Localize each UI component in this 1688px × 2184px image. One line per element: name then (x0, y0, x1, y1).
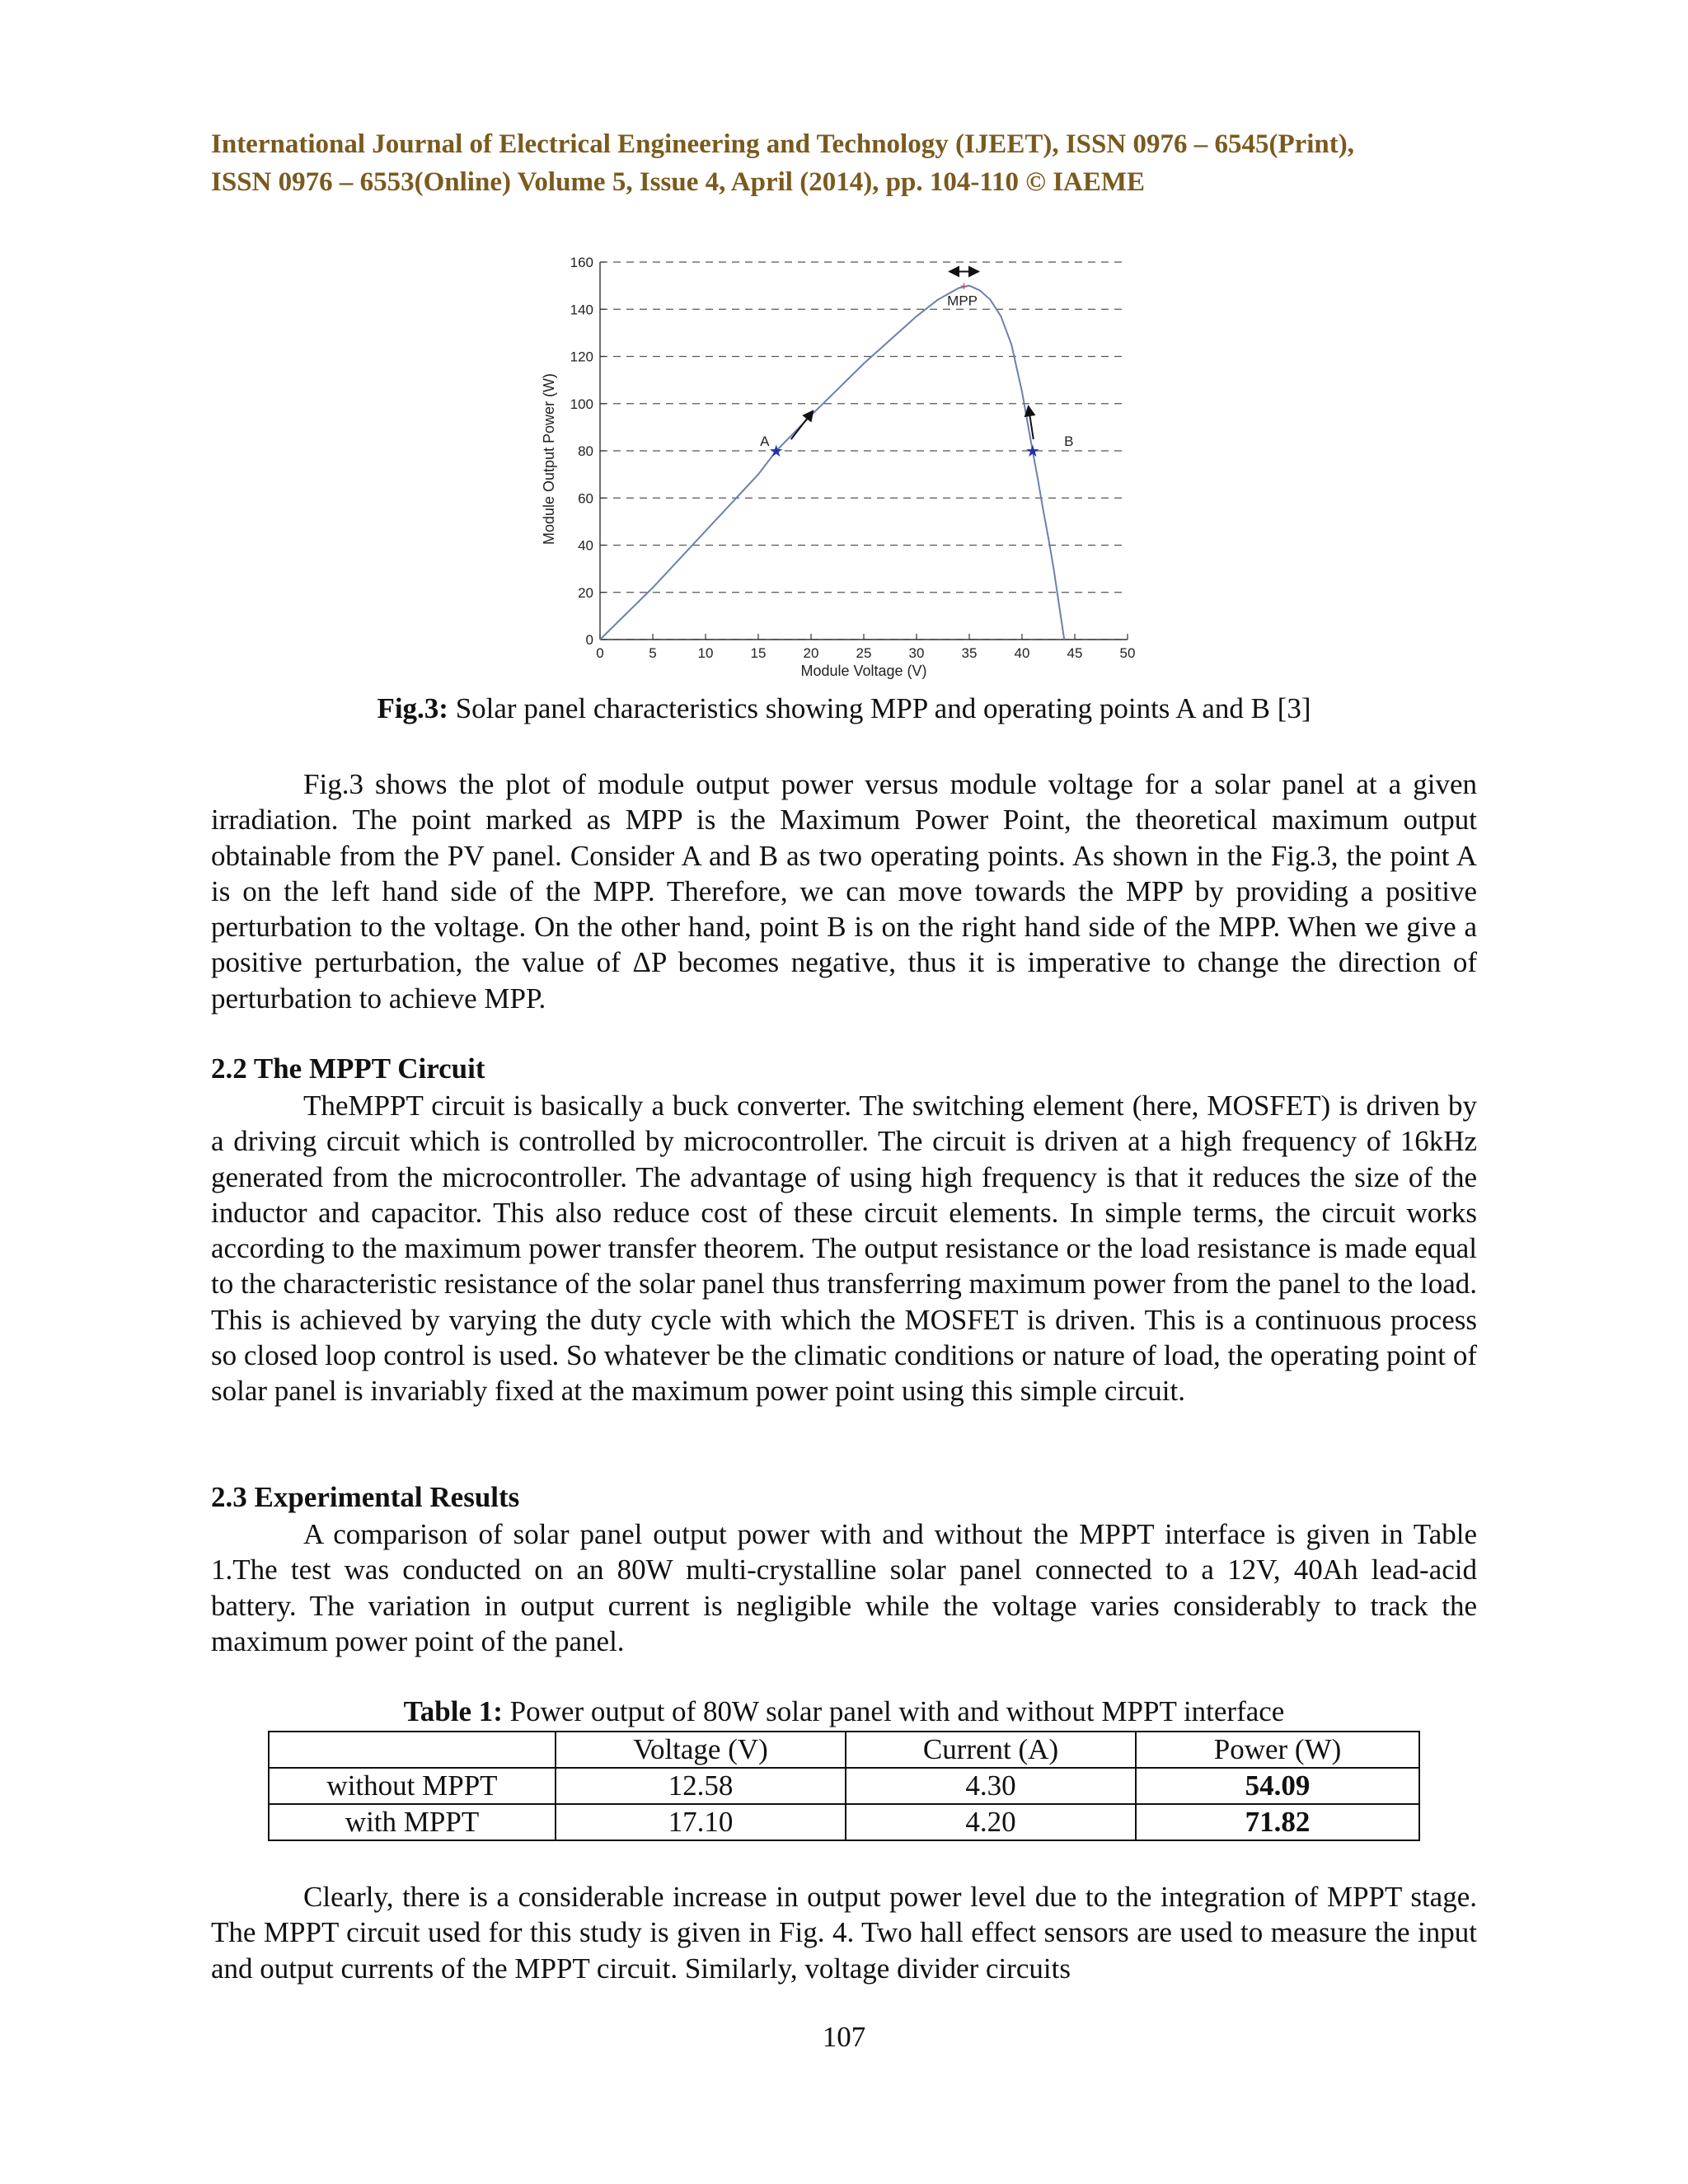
x-tick-label: 45 (1067, 645, 1083, 661)
x-tick-label: 35 (961, 645, 978, 661)
x-tick-label: 30 (908, 645, 925, 661)
paragraph-fig3-description: Fig.3 shows the plot of module output power versus module voltage for a solar panel at a given irradiation. The point marked as MPP is the Maximum Power Point, the theoretical maximum output obtainable from the PV panel. Consider A and B as two operating points. As shown in the Fig.3, the point A is on the left hand side of the MPP. Therefore, we can move towards the MPP by providing a positive perturbation to the voltage. On the other hand, point B is on the right hand side of the MPP. When we give a positive perturbation, the value of ΔP becomes negative, thus it is imperative to change the direction of perturbation to achieve MPP. (211, 768, 1477, 1015)
point-label-a: A (760, 434, 770, 449)
pv-curve-chart (528, 246, 1154, 691)
section-heading-2-3: 2.3 Experimental Results (211, 1481, 520, 1513)
y-tick-label: 140 (570, 302, 593, 318)
results-table (268, 1731, 1420, 1841)
table-caption-text: Power output of 80W solar panel with and without MPPT interface (502, 1695, 1285, 1727)
y-tick-label: 100 (570, 396, 593, 412)
header-line-1: International Journal of Electrical Engineering and Technology (IJEET), ISSN 0976 – 6545(Print), (211, 129, 1354, 159)
table-cell: 54.09 (1136, 1768, 1419, 1804)
table-header-cell: Voltage (V) (556, 1732, 846, 1768)
pv-curve-line (600, 286, 1064, 640)
x-tick-label: 25 (856, 645, 872, 661)
table-header-row (269, 1732, 1419, 1768)
y-tick-label: 80 (578, 443, 593, 459)
paragraph-conclusion: Clearly, there is a considerable increase in output power level due to the integration of MPPT stage. The MPPT circuit used for this study is given in Fig. 4. Two hall effect sensors are used to measure the input and output currents of the MPPT circuit. Similarly, voltage divider circuits (211, 1881, 1477, 1985)
table-header-cell (269, 1732, 556, 1768)
x-tick-label: 50 (1119, 645, 1136, 661)
y-tick-label: 120 (570, 349, 593, 365)
table-cell: with MPPT (269, 1804, 556, 1840)
y-tick-label: 0 (585, 632, 593, 648)
mpp-marker: + (959, 279, 968, 294)
paragraph-mppt-circuit: TheMPPT circuit is basically a buck converter. The switching element (here, MOSFET) is driven by a driving circuit which is controlled by microcontroller. The circuit is driven at a high frequency of 16kHz generated from the microcontroller. The advantage of using high frequency is that it reduces the size of the inductor and capacitor. This also reduce cost of these circuit elements. In simple terms, the circuit works according to the maximum power transfer theorem. The output resistance or the load resistance is made equal to the characteristic resistance of the solar panel thus transferring maximum power from the panel to the load. This is achieved by varying the duty cycle with which the MOSFET is driven. This is a continuous process so closed loop control is used. So whatever be the climatic conditions or nature of load, the operating point of solar panel is invariably fixed at the maximum power point using this simple circuit. (211, 1090, 1477, 1408)
table-cell: without MPPT (269, 1768, 556, 1804)
point-label-b: B (1064, 434, 1074, 449)
x-tick-label: 40 (1014, 645, 1030, 661)
table-cell: 4.20 (846, 1804, 1136, 1840)
table-row (269, 1804, 1419, 1840)
table-cell: 17.10 (556, 1804, 846, 1840)
x-tick-label: 15 (750, 645, 767, 661)
y-tick-label: 160 (570, 255, 593, 270)
table-row (269, 1768, 1419, 1804)
figure-caption-text: Solar panel characteristics showing MPP and operating points A and B [3] (448, 692, 1311, 724)
operating-point-marker: ★ (1025, 443, 1040, 461)
x-tick-label: 10 (697, 645, 714, 661)
table-caption (211, 1695, 1477, 1728)
operating-point-marker: ★ (768, 443, 784, 461)
point-label-mpp: MPP (947, 293, 978, 309)
y-axis-label: Module Output Power (W) (541, 373, 557, 546)
x-tick-label: 0 (596, 645, 604, 661)
table-cell: 4.30 (846, 1768, 1136, 1804)
y-tick-label: 40 (578, 537, 593, 554)
figure-caption (211, 692, 1477, 725)
table-cell: 12.58 (556, 1768, 846, 1804)
header-line-2: ISSN 0976 – 6553(Online) Volume 5, Issue 4, April (2014), pp. 104-110 © IAEME (211, 167, 1146, 197)
page-number: 107 (822, 2021, 866, 2053)
section-heading-2-2: 2.2 The MPPT Circuit (211, 1052, 485, 1085)
x-tick-label: 20 (803, 645, 819, 661)
table-header-cell: Power (W) (1136, 1732, 1419, 1768)
journal-header (211, 125, 1480, 201)
arrow-a-to-mpp (791, 410, 814, 439)
paragraph-experimental-results: A comparison of solar panel output power with and without the MPPT interface is given in Table 1.The test was conducted on an 80W multi-crystalline solar panel connected to a 12V, 40Ah lead-acid battery. The variation in output current is negligible while the voltage varies considerably to track the maximum power point of the panel. (211, 1518, 1477, 1657)
table-caption-label: Table 1: (403, 1695, 503, 1727)
table-cell: 71.82 (1136, 1804, 1419, 1840)
table-header-cell: Current (A) (846, 1732, 1136, 1768)
x-tick-label: 5 (649, 645, 657, 661)
x-axis-label: Module Voltage (V) (800, 663, 927, 679)
figure-caption-label: Fig.3: (377, 692, 448, 724)
y-tick-label: 20 (578, 584, 593, 601)
y-tick-label: 60 (578, 490, 593, 507)
